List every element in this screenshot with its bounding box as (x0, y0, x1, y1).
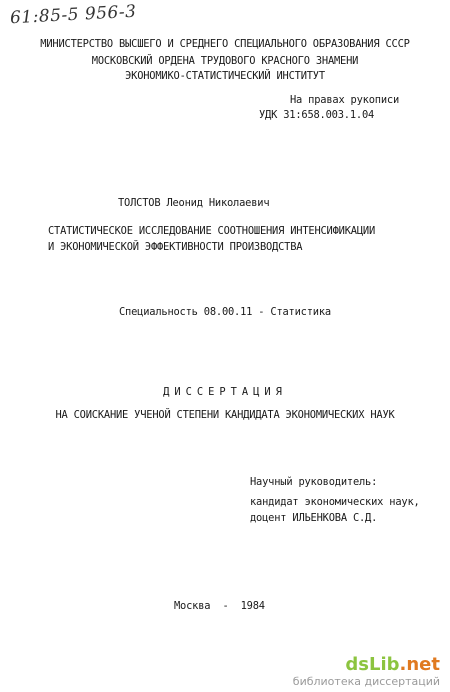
watermark (293, 655, 440, 688)
watermark-logo (293, 655, 440, 675)
watermark-logo-part2: .net (399, 654, 440, 675)
dissertation-heading: ДИССЕРТАЦИЯ (163, 386, 287, 398)
udk-code: УДК 31:658.003.1.04 (259, 109, 375, 121)
ministry-line: МИНИСТЕРСТВО ВЫСШЕГО И СРЕДНЕГО СПЕЦИАЛЬНОГО ОБРАЗОВАНИЯ СССР (40, 38, 410, 50)
title-line-2: И ЭКОНОМИЧЕСКОЙ ЭФФЕКТИВНОСТИ ПРОИЗВОДСТВА (48, 241, 303, 253)
supervisor-label: Научный руководитель: (250, 476, 378, 488)
place-year: Москва - 1984 (174, 600, 265, 612)
dissertation-subheading: НА СОИСКАНИЕ УЧЕНОЙ СТЕПЕНИ КАНДИДАТА ЭКОНОМИЧЕСКИХ НАУК (55, 409, 395, 421)
title-line-1: СТАТИСТИЧЕСКОЕ ИССЛЕДОВАНИЕ СООТНОШЕНИЯ ИНТЕНСИФИКАЦИИ (48, 225, 376, 237)
watermark-logo-part1: dsLib (345, 654, 400, 675)
supervisor-name: доцент ИЛЬЕНКОВА С.Д. (250, 512, 378, 524)
supervisor-degree: кандидат экономических наук, (250, 496, 420, 508)
author-name: ТОЛСТОВ Леонид Николаевич (118, 197, 270, 209)
watermark-subtitle: библиотека диссертаций (292, 675, 440, 688)
institute-line-2: ЭКОНОМИКО-СТАТИСТИЧЕСКИЙ ИНСТИТУТ (125, 70, 325, 82)
institute-line-1: МОСКОВСКИЙ ОРДЕНА ТРУДОВОГО КРАСНОГО ЗНАМЕНИ (91, 55, 359, 67)
manuscript-rights: На правах рукописи (290, 94, 400, 106)
handwritten-code: 61:85-5 956-3 (9, 1, 137, 29)
specialty: Специальность 08.00.11 - Статистика (119, 306, 331, 318)
